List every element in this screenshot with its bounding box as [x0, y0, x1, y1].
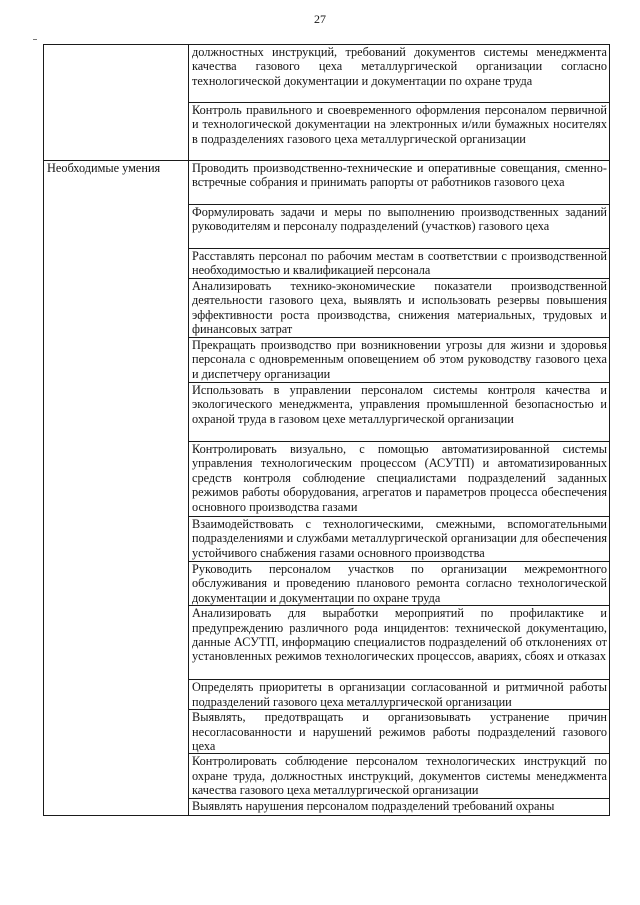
- table-cell: Расставлять персонал по рабочим местам в соответствии с производственной необходимостью и квалификацией персонала: [189, 249, 610, 279]
- table-cell: Анализировать технико-экономические показатели производственной деятельности газового цеха, выявлять и использовать резервы повышения эффективности роста производства, снижения материальных, трудовых и финансовых затрат: [189, 279, 610, 338]
- page-number: 27: [314, 12, 326, 26]
- empty-label-cell: [44, 45, 189, 161]
- table-cell: Выявлять нарушения персоналом подразделений требований охраны: [189, 798, 610, 815]
- table-cell: Контролировать соблюдение персоналом технологических инструкций по охране труда, должностных инструкций, документов системы менеджмента качества газового цеха металлургической организации: [189, 754, 610, 798]
- table-cell: Выявлять, предотвращать и организовывать устранение причин несогласованности и нарушений режимов работы подразделений газового цеха: [189, 710, 610, 754]
- table-cell: Проводить производственно-технические и оперативные совещания, сменно-встречные собрания и принимать рапорты от работников газового цеха: [189, 161, 610, 205]
- table-cell: Анализировать для выработки мероприятий по профилактике и предупреждению различного рода инцидентов: технической документацию, данные АСУТП, информацию специалистов подразделений об отклонениях от установленных режимов технологических процессов, авариях, сбоях и отказах: [189, 606, 610, 680]
- table-cell: Руководить персоналом участков по организации межремонтного обслуживания и проведению планового ремонта согласно технологической документации и документации по охране труда: [189, 562, 610, 606]
- table-row: [44, 161, 610, 205]
- table-cell: Прекращать производство при возникновении угрозы для жизни и здоровья персонала с одновременным оповещением об этом руководству газового цеха и диспетчеру организации: [189, 338, 610, 383]
- table-cell: Взаимодействовать с технологическими, смежными, вспомогательными подразделениями и службами металлургической организации для обеспечения устойчивого снабжения газами основного производства: [189, 517, 610, 562]
- skills-label-cell: Необходимые умения: [44, 161, 189, 816]
- table-cell: Контроль правильного и своевременного оформления персоналом первичной и технологической документации на электронных и/или бумажных носителях в подразделениях газового цеха металлургической организации: [189, 103, 610, 161]
- table-cell: Определять приоритеты в организации согласованной и ритмичной работы подразделений газового цеха металлургической организации: [189, 680, 610, 710]
- table-cell: Использовать в управлении персоналом системы контроля качества и экологического менеджмента, управления промышленной безопасностью и охраной труда в газовом цехе металлургической организации: [189, 383, 610, 442]
- table-row: [44, 45, 610, 103]
- table-cell: Формулировать задачи и меры по выполнению производственных заданий руководителям и персоналу подразделений (участков) газового цеха: [189, 205, 610, 249]
- margin-mark: [33, 39, 37, 40]
- table-cell: должностных инструкций, требований документов системы менеджмента качества газового цеха металлургической организации согласно технологической документации и документации по охране труда: [189, 45, 610, 103]
- skills-table: [43, 44, 610, 816]
- table-cell: Контролировать визуально, с помощью автоматизированной системы управления технологическим процессом (АСУТП) и автоматизированных средств контроля соблюдение специалистами подразделений заданных режимов работы оборудования, агрегатов и параметров процесса обеспечения основного производства газами: [189, 442, 610, 517]
